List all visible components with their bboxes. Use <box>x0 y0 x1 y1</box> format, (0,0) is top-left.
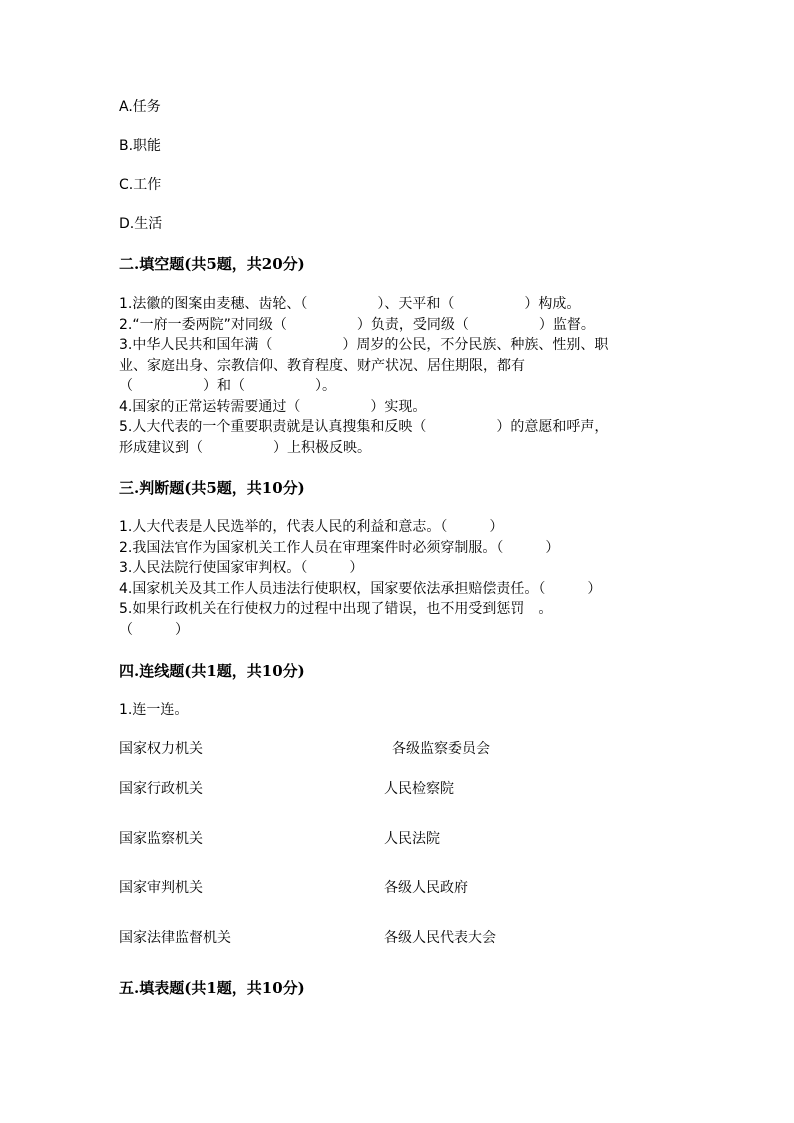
fill-blank-line: 2.“一府一委两院”对同级（ ）负责，受同级（ ）监督。 <box>119 316 595 333</box>
matching-left-item: 国家法律监督机关 <box>119 930 231 946</box>
matching-left-item: 国家监察机关 <box>119 831 203 847</box>
option-a: A.任务 <box>119 99 161 115</box>
matching-left-item: 国家权力机关 <box>119 741 203 757</box>
section-title-matching: 四.连线题(共1题，共10分) <box>119 662 305 680</box>
judge-line: 2.我国法官作为国家机关工作人员在审理案件时必须穿制服。（ ） <box>119 539 560 556</box>
matching-left-item: 国家行政机关 <box>119 781 203 797</box>
matching-right-item: 各级监察委员会 <box>392 741 490 757</box>
judge-line: 1.人大代表是人民选举的，代表人民的利益和意志。（ ） <box>119 519 504 535</box>
section-title-judge: 三.判断题(共5题，共10分) <box>119 479 305 497</box>
judge-questions <box>119 517 679 640</box>
fill-blank-line: 5.人大代表的一个重要职责就是认真搜集和反映（ ）的意愿和呼声， <box>119 419 609 435</box>
fill-blank-questions <box>119 294 679 458</box>
fill-blank-line: 业、家庭出身、宗教信仰、教育程度、财产状况、居住期限，都有 <box>119 357 525 374</box>
section-title-fill-blank: 二.填空题(共5题，共20分) <box>119 255 305 273</box>
matching-question: 1.连一连。 <box>119 702 189 718</box>
fill-blank-line: （ ）和（ ）。 <box>119 378 336 394</box>
fill-blank-line: 3.中华人民共和国年满（ ）周岁的公民，不分民族、种族、性别、职 <box>119 337 609 353</box>
fill-blank-line: 4.国家的正常运转需要通过（ ）实现。 <box>119 398 427 415</box>
matching-right-item: 各级人民代表大会 <box>384 930 496 946</box>
matching-right-item: 人民法院 <box>384 831 440 847</box>
option-c: C.工作 <box>119 177 162 193</box>
matching-right-item: 人民检察院 <box>384 781 454 797</box>
judge-line: 3.人民法院行使国家审判权。（ ） <box>119 560 364 576</box>
option-b: B.职能 <box>119 138 162 154</box>
section-title-table: 五.填表题(共1题，共10分) <box>119 979 305 997</box>
matching-left-item: 国家审判机关 <box>119 880 203 896</box>
fill-blank-line: 形成建议到（ ）上积极反映。 <box>119 439 371 456</box>
judge-line: （ ） <box>119 621 189 638</box>
option-d: D.生活 <box>119 216 163 232</box>
matching-right-item: 各级人民政府 <box>384 880 468 896</box>
judge-line: 5.如果行政机关在行使权力的过程中出现了错误，也不用受到惩罚 。 <box>119 601 553 617</box>
judge-line: 4.国家机关及其工作人员违法行使职权，国家要依法承担赔偿责任。（ ） <box>119 580 602 597</box>
fill-blank-line: 1.法徽的图案由麦穗、齿轮、（ ）、天平和（ ）构成。 <box>119 296 581 312</box>
